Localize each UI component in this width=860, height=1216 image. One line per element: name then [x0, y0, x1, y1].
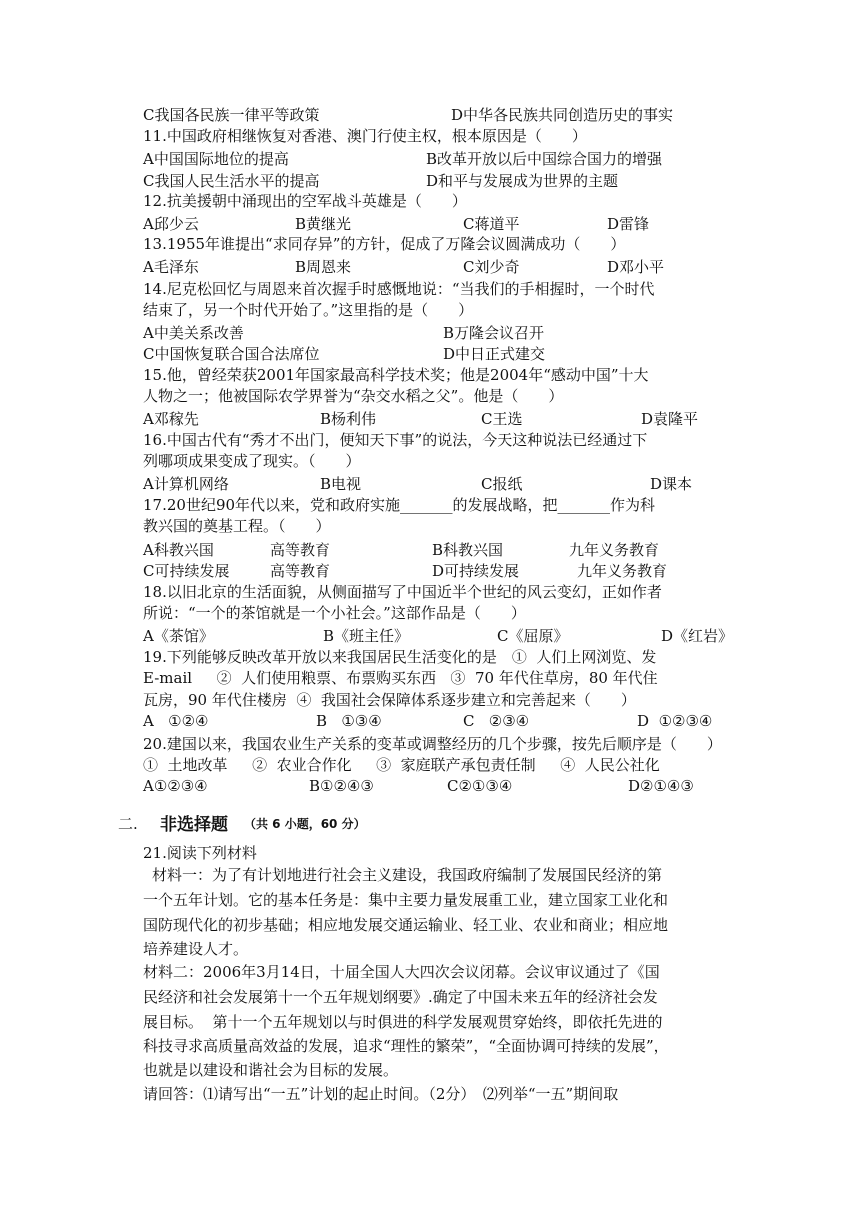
q18-option-b: B《班主任》: [323, 627, 410, 645]
q14-option-c: C中国恢复联合国合法席位: [143, 345, 320, 363]
q16-option-d: D课本: [650, 475, 693, 493]
q13-option-a: A毛泽东: [143, 258, 199, 276]
q19-option-b: B ①③④: [316, 712, 382, 730]
q17-stem-line1: 17.20世纪90年代以来，党和政府实施_______的发展战略，把_______作为科: [143, 496, 656, 514]
q14-option-b: B万隆会议召开: [443, 324, 545, 342]
q21-stem: 21.阅读下列材料: [143, 844, 257, 862]
q14-option-a: A中美关系改善: [143, 324, 244, 342]
q12-option-a: A邱少云: [143, 215, 199, 233]
q11-option-b: B改革开放以后中国综合国力的增强: [426, 150, 663, 168]
q16-option-b: B电视: [320, 475, 362, 493]
q19-stem-line1: 19.下列能够反映改革开放以来我国居民生活变化的是 ① 人们上网浏览、发: [143, 648, 657, 666]
q12-option-c: C蒋道平: [463, 215, 520, 233]
q20-option-c: C②①③④: [447, 777, 513, 795]
q16-stem-line2: 列哪项成果变成了现实。（ ）: [143, 452, 361, 470]
q20-option-b: B①②④③: [309, 777, 374, 795]
q17-option-b-part2: 九年义务教育: [569, 541, 660, 559]
q13-option-c: C刘少奇: [463, 258, 520, 276]
q16-option-a: A计算机网络: [143, 475, 229, 493]
section-number: 二.: [118, 815, 138, 833]
q11-option-a: A中国国际地位的提高: [143, 150, 289, 168]
q21-question: 请回答：⑴请写出“一五”计划的起止时间。（2分） ⑵列举“一五”期间取: [143, 1085, 619, 1103]
q20-option-d: D②①④③: [628, 777, 694, 795]
q15-stem-line2: 人物之一；他被国际农学界誉为“杂交水稻之父”。他是（ ）: [143, 387, 564, 405]
q21-material1-line4: 培养建设人才。: [143, 940, 249, 958]
q16-option-c: C报纸: [481, 475, 523, 493]
q12-option-b: B黄继光: [295, 215, 352, 233]
section-title: 非选择题: [160, 815, 228, 835]
q15-option-d: D袁隆平: [641, 410, 699, 428]
q17-option-d-part2: 九年义务教育: [577, 562, 668, 580]
q13-option-d: D邓小平: [607, 258, 665, 276]
q14-option-d: D中日正式建交: [443, 345, 546, 363]
q15-option-c: C王选: [481, 410, 523, 428]
q18-stem-line1: 18.以旧北京的生活面貌，从侧面描写了中国近半个世纪的风云变幻，正如作者: [143, 583, 662, 601]
q21-material2-line4: 科技寻求高质量高效益的发展，追求“理性的繁荣”，“全面协调可持续的发展”，: [143, 1037, 669, 1055]
q14-stem-line1: 14.尼克松回忆与周恩来首次握手时感慨地说：“当我们的手相握时，一个时代: [143, 280, 655, 298]
q21-material2-line1: 材料二：2006年3月14日，十届全国人大四次会议闭幕。会议审议通过了《国: [143, 963, 660, 981]
q17-option-c-part1: C可持续发展: [143, 562, 230, 580]
q17-option-d-part1: D可持续发展: [432, 562, 520, 580]
q17-option-b-part1: B科教兴国: [432, 541, 504, 559]
section-note: （共 6 小题，60 分）: [244, 817, 366, 831]
q13-option-b: B周恩来: [295, 258, 352, 276]
q19-option-a: A ①②④: [143, 712, 209, 730]
q19-option-d: D ①②③④: [637, 712, 713, 730]
q21-material2-line2: 民经济和社会发展第十一个五年规划纲要》.确定了中国未来五年的经济社会发: [143, 988, 658, 1006]
q21-material1-line3: 国防现代化的初步基础；相应地发展交通运输业、轻工业、农业和商业；相应地: [143, 916, 669, 934]
q17-option-a-part1: A科教兴国: [143, 541, 214, 559]
q20-option-a: A①②③④: [143, 777, 208, 795]
q16-stem-line1: 16.中国古代有“秀才不出门，便知天下事”的说法，今天这种说法已经通过下: [143, 431, 648, 449]
q20-items: ① 土地改革 ② 农业合作化 ③ 家庭联产承包责任制 ④ 人民公社化: [143, 756, 660, 774]
q21-material1-line1: 材料一：为了有计划地进行社会主义建设，我国政府编制了发展国民经济的第: [152, 866, 663, 884]
q18-option-d: D《红岩》: [661, 627, 734, 645]
q19-option-c: C ②③④: [463, 712, 530, 730]
q21-material1-line2: 一个五年计划。它的基本任务是：集中主要力量发展重工业，建立国家工业化和: [143, 891, 669, 909]
q10-option-d: D中华各民族共同创造历史的事实: [451, 106, 674, 124]
q11-option-d: D和平与发展成为世界的主题: [426, 172, 619, 190]
q12-stem: 12.抗美援朝中涌现出的空军战斗英雄是（ ）: [143, 192, 467, 210]
q21-material2-line3: 展目标。 第十一个五年规划以与时俱进的科学发展观贯穿始终，即依托先进的: [143, 1013, 663, 1031]
q11-stem: 11.中国政府相继恢复对香港、澳门行使主权，根本原因是（ ）: [143, 127, 587, 145]
q15-stem-line1: 15.他，曾经荣获2001年国家最高科学技术奖；他是2004年“感动中国”十大: [143, 366, 649, 384]
q17-stem-line2: 教兴国的奠基工程。（ ）: [143, 517, 331, 535]
q17-option-c-part2: 高等教育: [270, 562, 331, 580]
q18-option-a: A《茶馆》: [143, 627, 214, 645]
q15-option-a: A邓稼先: [143, 410, 199, 428]
q15-option-b: B杨利伟: [320, 410, 377, 428]
q10-option-c: C我国各民族一律平等政策: [143, 106, 320, 124]
q17-option-a-part2: 高等教育: [270, 541, 331, 559]
q11-option-c: C我国人民生活水平的提高: [143, 172, 320, 190]
q19-stem-line3: 瓦房，90 年代住楼房 ④ 我国社会保障体系逐步建立和完善起来（ ）: [143, 691, 636, 709]
q18-stem-line2: 所说：“一个的茶馆就是一个小社会。”这部作品是（ ）: [143, 604, 526, 622]
q21-material2-line5: 也就是以建设和谐社会为目标的发展。: [143, 1061, 399, 1079]
q14-stem-line2: 结束了，另一个时代开始了。”这里指的是（ ）: [143, 301, 474, 319]
q13-stem: 13.1955年谁提出“求同存异”的方针，促成了万隆会议圆满成功（ ）: [143, 235, 626, 253]
q20-stem: 20.建国以来，我国农业生产关系的变革或调整经历的几个步骤，按先后顺序是（ ）: [143, 735, 722, 753]
q19-stem-line2: E-mail ② 人们使用粮票、布票购买东西 ③ 70 年代住草房，80 年代住: [143, 669, 658, 687]
q18-option-c: C《屈原》: [497, 627, 569, 645]
q12-option-d: D雷锋: [607, 215, 650, 233]
